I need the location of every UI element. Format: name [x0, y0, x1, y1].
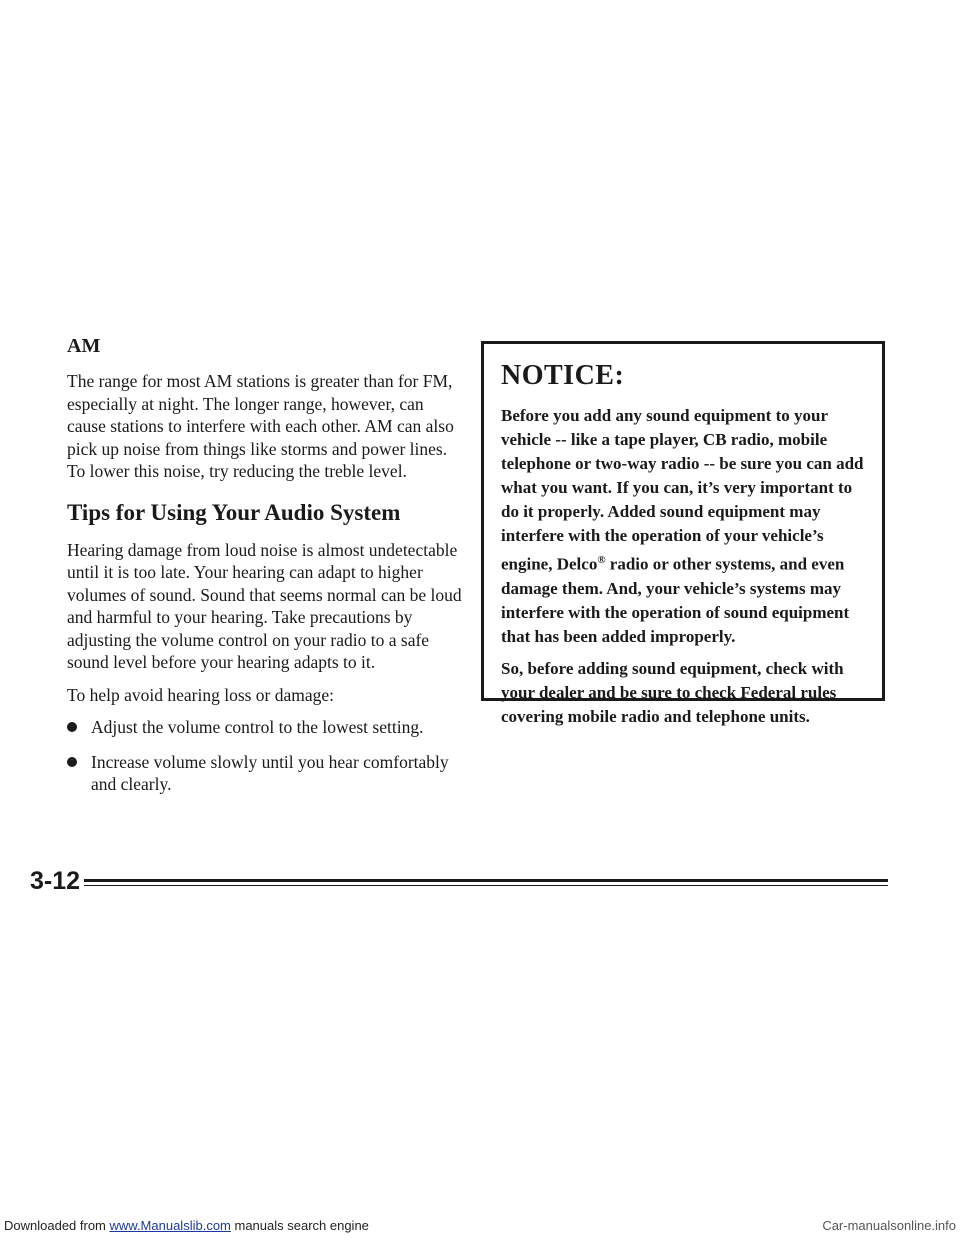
- download-note: [4, 1218, 369, 1233]
- list-item-text: Increase volume slowly until you hear comfortably and clearly.: [91, 751, 449, 794]
- bullet-icon: [67, 757, 77, 767]
- tips-bullet-list: [67, 716, 462, 796]
- notice-paragraph-1: [501, 404, 864, 649]
- banner-suffix: manuals search engine: [230, 1218, 369, 1233]
- am-heading: AM: [67, 335, 101, 357]
- footer-rule-thin: [84, 885, 888, 886]
- notice-text-part: radio or other systems, and even damage them. And, your vehicle’s systems may interfere with the operation of sound equipment that has been added improperly.: [501, 554, 850, 646]
- list-item: [67, 751, 462, 796]
- bullet-icon: [67, 722, 77, 732]
- registered-mark: ®: [597, 554, 606, 566]
- notice-paragraph-2: So, before adding sound equipment, check with your dealer and be sure to check Federal rules covering mobile radio and telephone units.: [501, 658, 844, 726]
- list-item: [67, 716, 462, 739]
- notice-title: NOTICE:: [501, 360, 625, 391]
- list-item-text: Adjust the volume control to the lowest setting.: [91, 717, 424, 737]
- tips-section-title: Tips for Using Your Audio System: [67, 499, 401, 525]
- tips-paragraph: Hearing damage from loud noise is almost undetectable until it is too late. Your hearing can adapt to higher volumes of sound. Sound that seems normal can be loud and harmful to your hearing. Take precautions by adjusting the volume control on your radio to a safe sound level before your hearing adapts to it.: [67, 539, 462, 672]
- notice-box: [481, 341, 885, 726]
- watermark-text: Car-manualsonline.info: [822, 1218, 956, 1233]
- footer-rule: [84, 879, 888, 882]
- left-column: [67, 334, 462, 808]
- notice-text-part: Before you add any sound equipment to your vehicle -- like a tape player, CB radio, mobile telephone or two-way radio -- be sure you can add what you want. If you can, it’s very important to do it properly. Added sound equipment may interfere with the operation of your vehicle’s engine, Delco: [501, 406, 864, 574]
- banner-prefix: Downloaded from: [4, 1218, 110, 1233]
- page-number: 3-12: [30, 867, 81, 895]
- tips-intro: To help avoid hearing loss or damage:: [67, 684, 335, 705]
- am-paragraph: The range for most AM stations is greater than for FM, especially at night. The longer range, however, can cause stations to interfere with each other. AM can also pick up noise from things like storms and power lines. To lower this noise, try reducing the treble level.: [67, 371, 454, 481]
- manualslib-link[interactable]: www.Manualslib.com: [109, 1218, 231, 1233]
